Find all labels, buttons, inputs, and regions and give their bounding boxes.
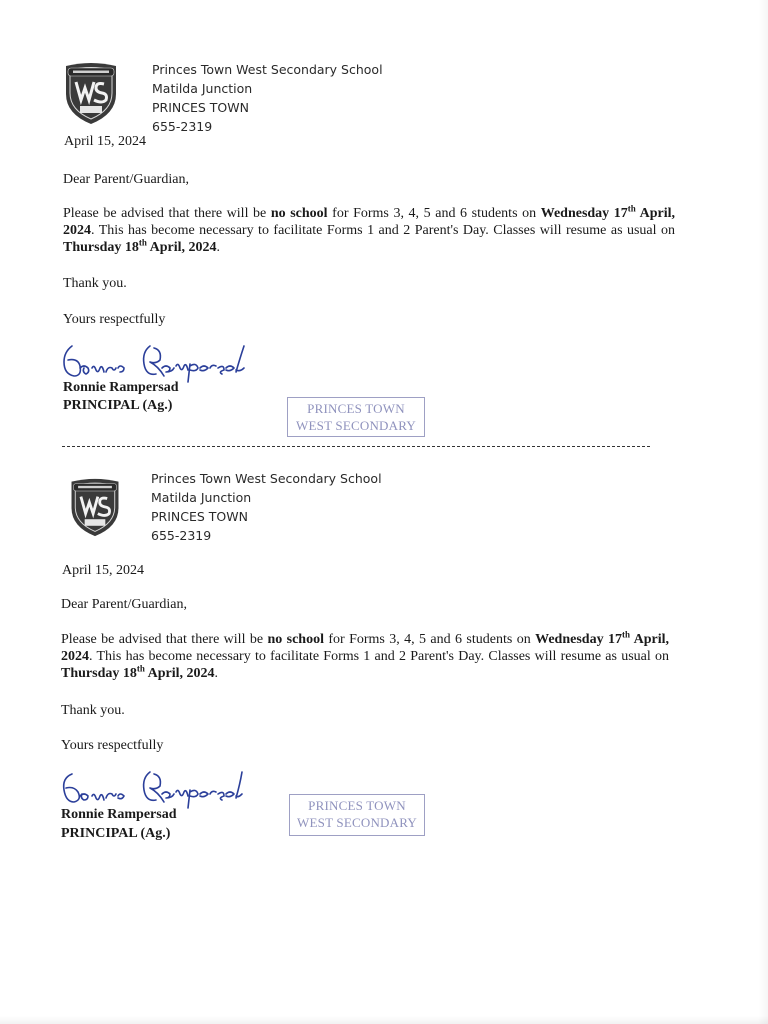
body-text-2: for Forms 3, 4, 5 and 6 students on <box>327 206 541 221</box>
body-text-1: Please be advised that there will be <box>63 206 271 221</box>
signature-image <box>56 764 246 812</box>
body-text-3: . This has become necessary to facilitate Forms 1 and 2 Parent's Day. Classes will resume as usual on <box>89 649 669 664</box>
letter-date: April 15, 2024 <box>64 134 147 149</box>
scan-bottom-shadow <box>0 1016 768 1024</box>
body-text-2: for Forms 3, 4, 5 and 6 students on <box>323 632 536 647</box>
school-name: Princes Town West Secondary School <box>152 62 383 77</box>
school-phone: 655-2319 <box>151 528 212 543</box>
school-town: PRINCES TOWN <box>151 509 248 524</box>
letter-date: April 15, 2024 <box>62 563 145 578</box>
school-letterhead <box>151 469 382 545</box>
school-phone: 655-2319 <box>152 119 213 134</box>
school-address: Matilda Junction <box>152 81 253 96</box>
signer-name: Ronnie Rampersad <box>61 807 177 822</box>
body-text-4: . <box>214 666 218 681</box>
closing: Yours respectfully <box>63 312 166 327</box>
stamp-line-2: WEST SECONDARY <box>296 418 416 433</box>
signer-name: Ronnie Rampersad <box>63 380 179 395</box>
school-stamp <box>287 397 425 437</box>
thank-you: Thank you. <box>61 703 125 718</box>
school-letterhead <box>152 60 383 136</box>
signature-image <box>58 338 248 386</box>
body-text-1: Please be advised that there will be <box>61 632 268 647</box>
body-bold-wednesday: Wednesday 17th April, 2024 <box>63 203 676 238</box>
body-bold-thursday: Thursday 18th April, 2024 <box>61 663 215 681</box>
body-bold-no-school: no school <box>267 632 324 647</box>
body-text-4: . <box>216 240 220 255</box>
school-name: Princes Town West Secondary School <box>151 471 382 486</box>
signer-title: PRINCIPAL (Ag.) <box>61 826 171 841</box>
stamp-line-1: PRINCES TOWN <box>307 401 405 416</box>
school-address: Matilda Junction <box>151 490 252 505</box>
body-text-3: . This has become necessary to facilitate Forms 1 and 2 Parent's Day. Classes will resume as usual on <box>91 223 675 238</box>
salutation: Dear Parent/Guardian, <box>61 597 187 612</box>
school-town: PRINCES TOWN <box>152 100 249 115</box>
closing: Yours respectfully <box>61 738 164 753</box>
school-crest-icon <box>64 474 126 540</box>
body-bold-no-school: no school <box>270 206 328 221</box>
body-bold-wednesday: Wednesday 17th April, 2024 <box>61 629 669 664</box>
signer-title: PRINCIPAL (Ag.) <box>63 398 173 413</box>
stamp-line-1: PRINCES TOWN <box>308 798 406 813</box>
thank-you: Thank you. <box>63 276 127 291</box>
letter-body <box>63 205 675 256</box>
body-bold-thursday: Thursday 18th April, 2024 <box>63 237 217 255</box>
letter-body <box>61 631 669 682</box>
stamp-line-2: WEST SECONDARY <box>297 815 417 830</box>
school-stamp <box>289 794 425 836</box>
cut-line-divider <box>62 446 650 447</box>
salutation: Dear Parent/Guardian, <box>63 172 189 187</box>
school-crest-icon <box>58 60 124 126</box>
scan-edge-shadow <box>758 0 768 1024</box>
